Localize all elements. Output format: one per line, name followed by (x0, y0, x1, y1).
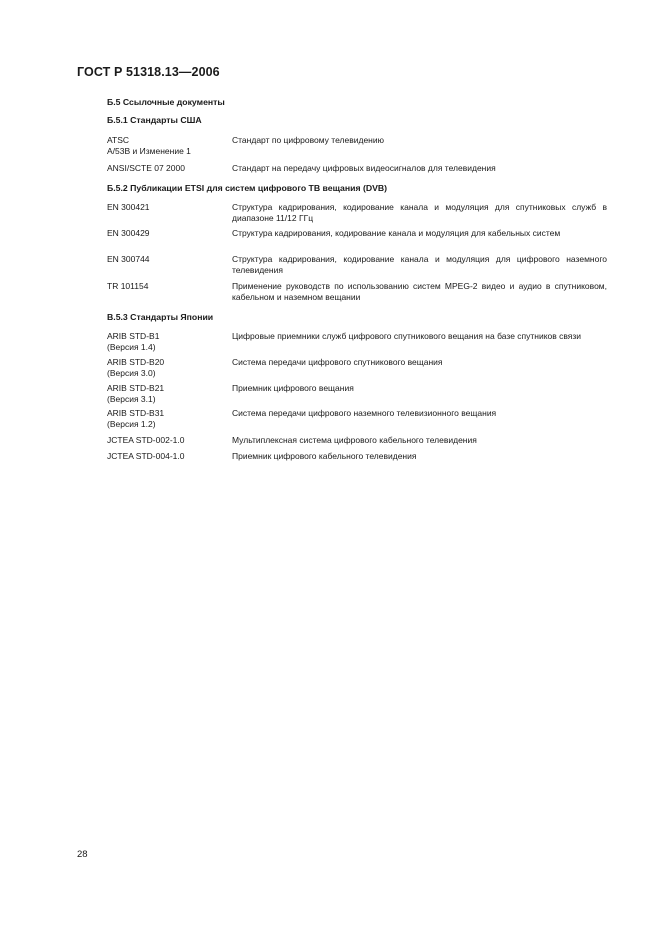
reference-description: Структура кадрирования, кодирование канала и модуляция для цифрового наземного телевидения (232, 254, 607, 275)
page-header: ГОСТ Р 51318.13—2006 (77, 65, 220, 79)
reference-description: Система передачи цифрового наземного телевизионного вещания (232, 408, 497, 418)
reference-description: Структура кадрирования, кодирование канала и модуляция для кабельных систем (232, 228, 561, 238)
reference-description: Мультиплексная система цифрового кабельного телевидения (232, 435, 477, 445)
japan-heading: В.5.3 Стандарты Японии (107, 312, 214, 322)
reference-code: EN 300429 (107, 228, 150, 238)
etsi-heading: Б.5.2 Публикации ETSI для систем цифрового ТВ вещания (DVB) (107, 183, 388, 193)
reference-description: Применение руководств по использованию систем MPEG-2 видео и аудио в спутниковом, кабельном и наземном вещании (232, 281, 607, 302)
section-title: Б.5 Ссылочные документы (107, 97, 225, 107)
reference-code: EN 300744 (107, 254, 150, 264)
reference-code: ARIB STD-B1 (Версия 1.4) (107, 331, 160, 352)
reference-code: ANSI/SCTE 07 2000 (107, 163, 185, 173)
reference-code: TR 101154 (107, 281, 149, 291)
reference-code: JCTEA STD-004-1.0 (107, 451, 185, 461)
reference-description: Система передачи цифрового спутникового вещания (232, 357, 443, 367)
reference-description: Стандарт по цифровому телевидению (232, 135, 384, 145)
reference-code: EN 300421 (107, 202, 150, 212)
reference-code: JCTEA STD-002-1.0 (107, 435, 185, 445)
reference-code: ARIB STD-B20 (Версия 3.0) (107, 357, 165, 378)
reference-description: Приемник цифрового кабельного телевидения (232, 451, 417, 461)
reference-description: Цифровые приемники служб цифрового спутникового вещания на базе спутников связи (232, 331, 582, 341)
reference-description: Структура кадрирования, кодирование канала и модуляция для спутниковых служб в диапазоне 11/12 ГГц (232, 202, 607, 223)
reference-description: Приемник цифрового вещания (232, 383, 354, 393)
reference-description: Стандарт на передачу цифровых видеосигналов для телевидения (232, 163, 496, 173)
reference-code: ARIB STD-B21 (Версия 3.1) (107, 383, 165, 404)
reference-code: ATSC A/53B и Изменение 1 (107, 135, 191, 156)
reference-code: ARIB STD-B31 (Версия 1.2) (107, 408, 165, 429)
page-number: 28 (77, 849, 88, 860)
usa-heading: Б.5.1 Стандарты США (107, 115, 202, 125)
